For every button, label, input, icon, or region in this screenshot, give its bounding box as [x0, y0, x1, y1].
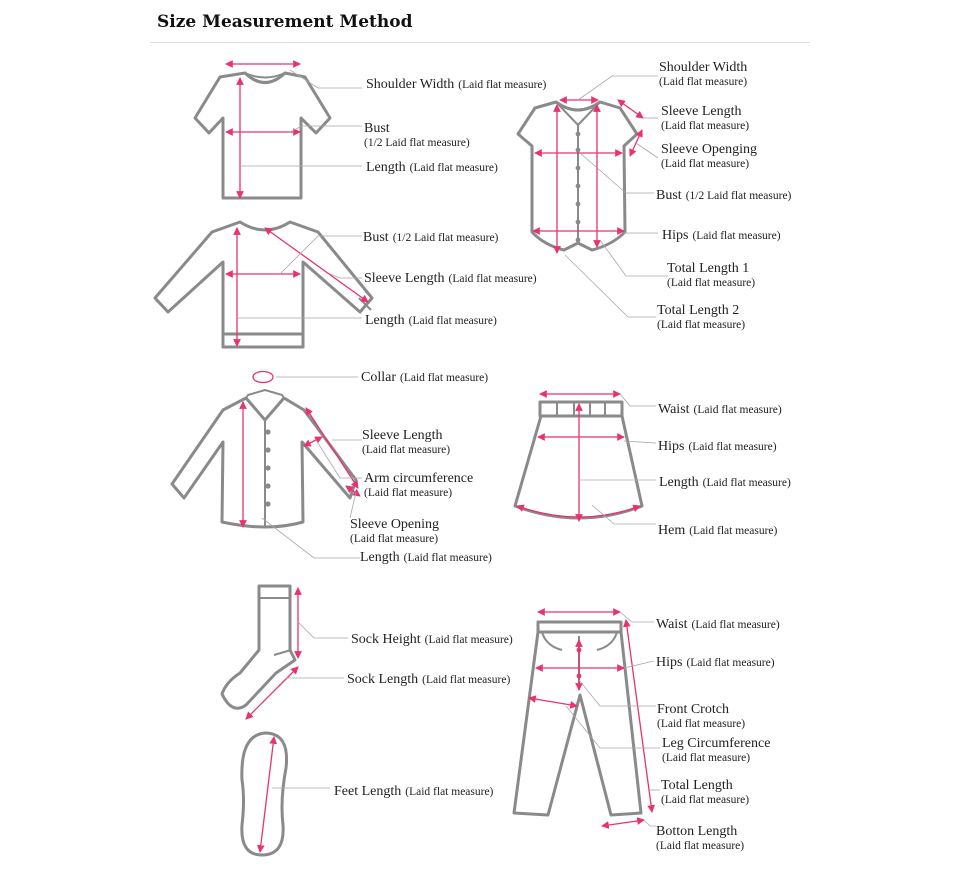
romper-opening-label: Sleeve Openging (Laid flat measure) — [661, 142, 758, 170]
foot-measures — [260, 737, 274, 852]
pants-leaders — [566, 612, 660, 826]
sweater-illustration — [155, 222, 372, 347]
romper-measures — [533, 100, 643, 253]
pants-total-label: Total Length (Laid flat measure) — [661, 778, 750, 806]
page-title: Size Measurement Method — [157, 12, 413, 32]
pants-leg-label: Leg Circumference (Laid flat measure) — [662, 736, 771, 764]
romper-sleeve-label: Sleeve Length (Laid flat measure) — [661, 104, 750, 132]
tshirt-shoulder-label: Shoulder Width (Laid flat measure) — [366, 77, 547, 92]
tshirt-measures — [226, 64, 300, 198]
foot-length-label: Feet Length (Laid flat measure) — [334, 784, 494, 799]
sweater-bust-label: Bust (1/2 Laid flat measure) — [363, 230, 499, 245]
shirt-opening-label: Sleeve Opening (Laid flat measure) — [350, 517, 440, 545]
pants-bottom-label: Botton Length (Laid flat measure) — [656, 824, 745, 852]
romper-total1-label: Total Length 1 (Laid flat measure) — [667, 261, 756, 289]
sweater-leaders — [237, 236, 362, 318]
skirt-waist-label: Waist (Laid flat measure) — [658, 402, 782, 417]
shirt-collar-label: Collar (Laid flat measure) — [361, 370, 489, 385]
sweater-measures — [226, 228, 368, 346]
pants-hips-label: Hips (Laid flat measure) — [656, 655, 775, 670]
shirt-arm-label: Arm circumference (Laid flat measure) — [364, 471, 474, 499]
tshirt-bust-label: Bust (1/2 Laid flat measure) — [364, 121, 470, 149]
romper-total2-label: Total Length 2 (Laid flat measure) — [657, 303, 746, 331]
tshirt-illustration — [195, 73, 330, 198]
pants-measures — [529, 612, 652, 826]
romper-shoulder-label: Shoulder Width (Laid flat measure) — [659, 60, 748, 88]
skirt-hips-label: Hips (Laid flat measure) — [658, 439, 777, 454]
sweater-length-label: Length (Laid flat measure) — [365, 313, 497, 328]
sock-height-label: Sock Height (Laid flat measure) — [351, 632, 513, 647]
romper-illustration — [518, 102, 637, 250]
sweater-sleeve-label: Sleeve Length (Laid flat measure) — [364, 271, 537, 286]
romper-leaders — [565, 76, 668, 317]
skirt-length-label: Length (Laid flat measure) — [659, 475, 791, 490]
pants-crotch-label: Front Crotch (Laid flat measure) — [657, 702, 746, 730]
shirt-illustration — [172, 390, 356, 527]
romper-hips-label: Hips (Laid flat measure) — [662, 228, 781, 243]
shirt-sleeve-label: Sleeve Length (Laid flat measure) — [362, 428, 451, 456]
pants-waist-label: Waist (Laid flat measure) — [656, 617, 780, 632]
romper-bust-label: Bust (1/2 Laid flat measure) — [656, 188, 792, 203]
skirt-hem-label: Hem (Laid flat measure) — [658, 523, 778, 538]
sock-illustration — [222, 586, 295, 708]
shirt-buttons — [265, 429, 270, 506]
sock-length-label: Sock Length (Laid flat measure) — [347, 672, 511, 687]
shirt-length-label: Length (Laid flat measure) — [360, 550, 492, 565]
tshirt-length-label: Length (Laid flat measure) — [366, 160, 498, 175]
foot-illustration — [242, 733, 287, 855]
